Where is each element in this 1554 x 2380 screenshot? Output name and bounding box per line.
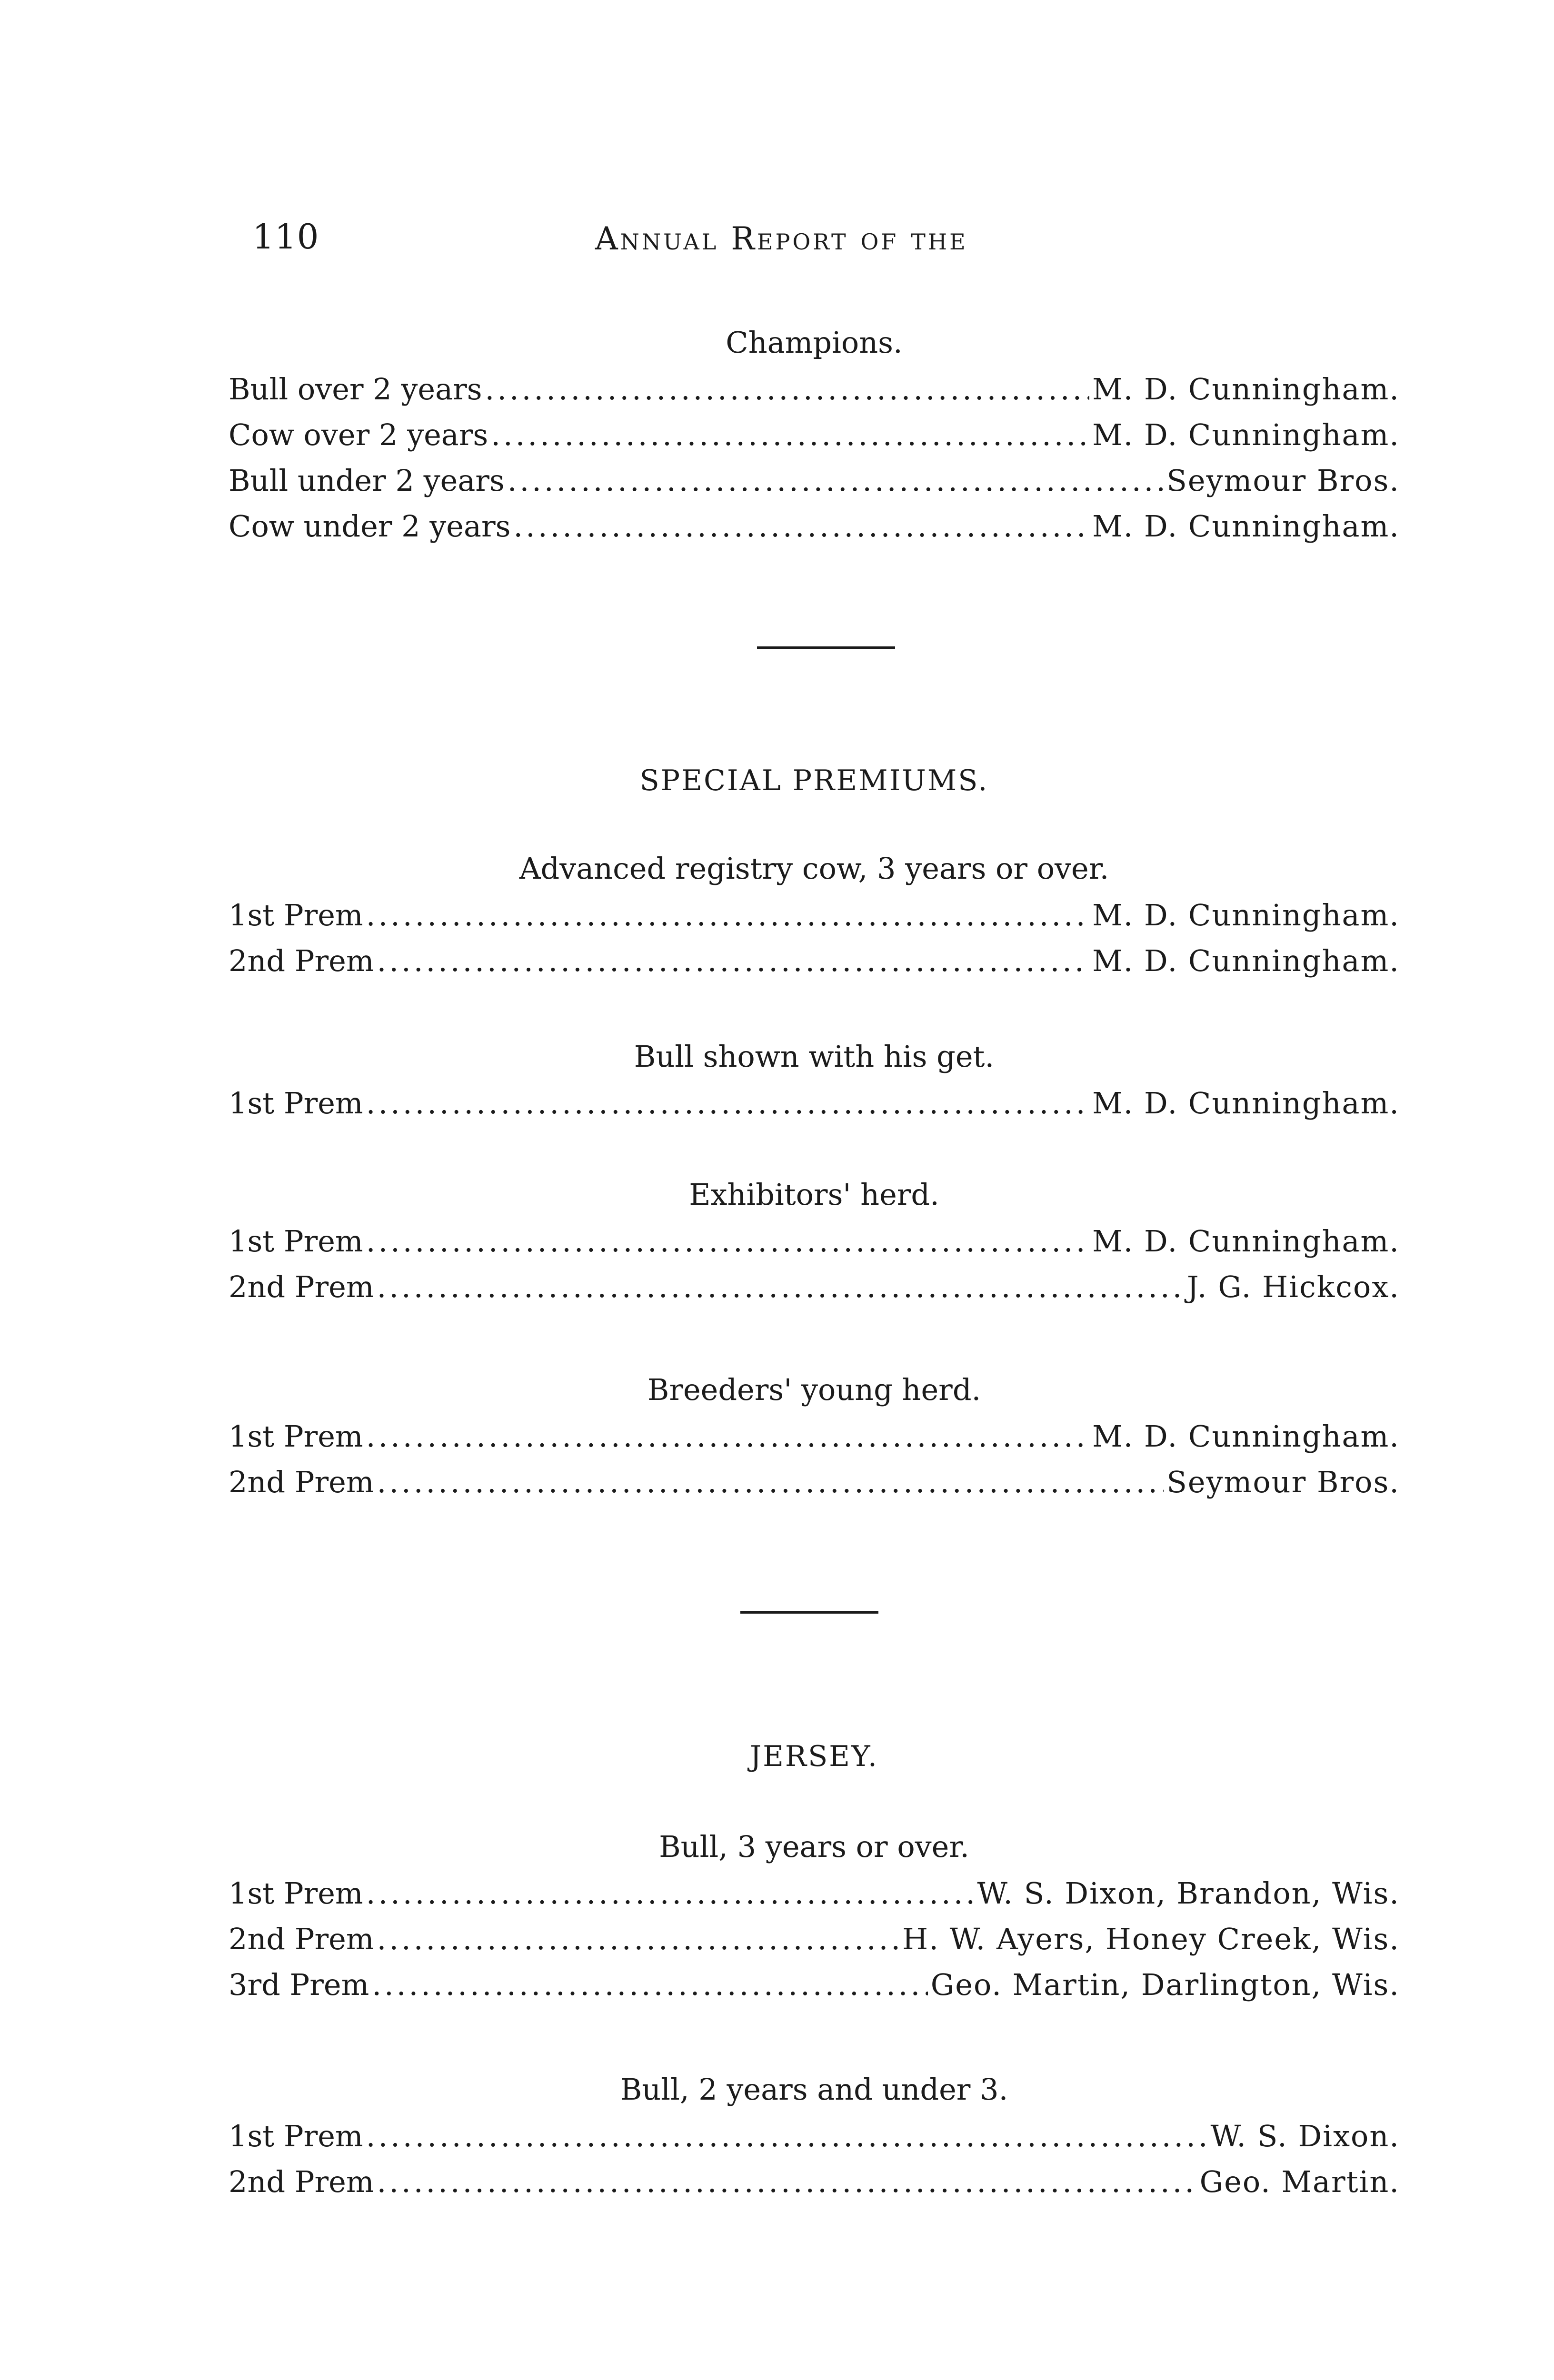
entry-winner: Seymour Bros. — [1166, 1465, 1400, 1499]
entry-label: Cow under 2 years — [229, 509, 511, 544]
entry-winner: M. D. Cunningham. — [1092, 417, 1400, 452]
running-head — [252, 217, 1409, 269]
entry-label: 3rd Prem — [229, 1967, 369, 2002]
entry-winner: M. D. Cunningham. — [1092, 372, 1400, 407]
entry-winner: M. D. Cunningham. — [1092, 943, 1400, 978]
dot-leader — [485, 367, 1090, 412]
dot-leader — [372, 1962, 927, 2008]
entry-label: 1st Prem — [229, 1876, 363, 1911]
class-heading: Exhibitors' herd. — [689, 1177, 939, 1212]
jersey-section — [229, 1733, 1400, 1780]
entry-label: Bull over 2 years — [229, 372, 482, 407]
list-item — [229, 458, 1400, 504]
class-block — [229, 1823, 1400, 2008]
list-item — [229, 504, 1400, 549]
entry-label: Cow over 2 years — [229, 417, 488, 452]
entry-winner: M. D. Cunningham. — [1092, 1224, 1400, 1259]
class-heading: Bull shown with his get. — [634, 1039, 995, 1074]
list-item — [229, 938, 1400, 984]
list-item — [229, 1916, 1400, 1962]
entry-label: 2nd Prem — [229, 1269, 374, 1304]
dot-leader — [366, 1414, 1089, 1459]
special-premiums-section — [229, 757, 1400, 804]
entry-winner: Geo. Martin, Darlington, Wis. — [930, 1967, 1400, 2002]
class-heading: Advanced registry cow, 3 years or over. — [519, 851, 1109, 886]
entry-winner: Seymour Bros. — [1166, 463, 1400, 498]
list-item — [229, 1081, 1400, 1126]
section-heading: JERSEY. — [750, 1740, 878, 1773]
entry-label: 1st Prem — [229, 2119, 363, 2153]
entry-winner: M. D. Cunningham. — [1092, 898, 1400, 932]
class-block — [229, 1366, 1400, 1505]
class-block — [229, 1033, 1400, 1126]
list-item — [229, 1871, 1400, 1916]
list-item — [229, 892, 1400, 938]
champions-heading: Champions. — [726, 325, 903, 360]
dot-leader — [366, 1871, 975, 1916]
section-heading: SPECIAL PREMIUMS. — [639, 764, 989, 797]
entry-label: 1st Prem — [229, 898, 363, 932]
entry-winner: M. D. Cunningham. — [1092, 509, 1400, 544]
list-item — [229, 2159, 1400, 2205]
dot-leader — [377, 2159, 1197, 2205]
dot-leader — [366, 2113, 1208, 2159]
class-heading: Bull, 2 years and under 3. — [620, 2072, 1008, 2107]
entry-label: 2nd Prem — [229, 943, 374, 978]
entry-winner: W. S. Dixon, Brandon, Wis. — [977, 1876, 1400, 1911]
class-block — [229, 2066, 1400, 2205]
dot-leader — [377, 938, 1089, 984]
running-title: Annual Report of the — [595, 220, 968, 257]
entry-winner: M. D. Cunningham. — [1092, 1086, 1400, 1121]
list-item — [229, 1264, 1400, 1310]
entry-label: 1st Prem — [229, 1419, 363, 1454]
list-item — [229, 412, 1400, 458]
list-item — [229, 2113, 1400, 2159]
entry-winner: H. W. Ayers, Honey Creek, Wis. — [902, 1922, 1400, 1956]
dot-leader — [377, 1916, 900, 1962]
class-block — [229, 845, 1400, 984]
dot-leader — [377, 1459, 1164, 1505]
section-divider — [757, 646, 895, 649]
entry-label: 2nd Prem — [229, 1922, 374, 1956]
dot-leader — [366, 1219, 1089, 1264]
entry-winner: Geo. Martin. — [1199, 2164, 1400, 2199]
page-number: 110 — [252, 217, 319, 257]
entry-label: Bull under 2 years — [229, 463, 505, 498]
list-item — [229, 1459, 1400, 1505]
dot-leader — [508, 458, 1164, 504]
entry-winner: W. S. Dixon. — [1210, 2119, 1400, 2153]
champions-section — [229, 319, 1400, 549]
dot-leader — [366, 892, 1089, 938]
dot-leader — [491, 412, 1089, 458]
entry-winner: J. G. Hickcox. — [1186, 1269, 1400, 1304]
dot-leader — [513, 504, 1089, 549]
list-item — [229, 1962, 1400, 2008]
entry-label: 2nd Prem — [229, 2164, 374, 2199]
dot-leader — [377, 1264, 1184, 1310]
section-divider — [740, 1611, 878, 1614]
entry-label: 1st Prem — [229, 1086, 363, 1121]
class-block — [229, 1171, 1400, 1310]
entry-label: 1st Prem — [229, 1224, 363, 1259]
list-item — [229, 1219, 1400, 1264]
entry-winner: M. D. Cunningham. — [1092, 1419, 1400, 1454]
class-heading: Bull, 3 years or over. — [659, 1829, 969, 1864]
dot-leader — [366, 1081, 1089, 1126]
list-item — [229, 1414, 1400, 1459]
entry-label: 2nd Prem — [229, 1465, 374, 1499]
list-item — [229, 367, 1400, 412]
class-heading: Breeders' young herd. — [647, 1372, 981, 1407]
